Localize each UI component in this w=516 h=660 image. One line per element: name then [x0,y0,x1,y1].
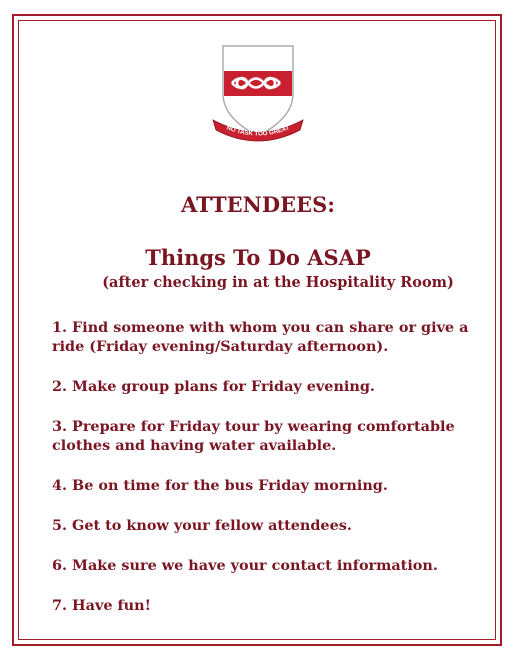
list-item: 2. Make group plans for Friday evening. [52,378,375,395]
page-title: Things To Do ASAP [145,245,371,270]
list-item: 5. Get to know your fellow attendees. [52,517,352,534]
todo-list [52,318,482,636]
list-item: 3. Prepare for Friday tour by wearing comfortable clothes and having water available. [52,418,455,454]
list-item: 6. Make sure we have your contact information. [52,557,438,574]
list-item: 4. Be on time for the bus Friday morning. [52,477,388,494]
list-item: 1. Find someone with whom you can share or give a ride (Friday evening/Saturday afternoon). [52,319,469,355]
list-item: 7. Have fun! [52,597,151,614]
attendees-heading: ATTENDEES: [181,192,335,217]
page-subtitle: (after checking in at the Hospitality Room) [102,274,454,291]
crest-emblem [210,44,306,144]
crest-motto: NO TASK TOO GREAT [225,124,291,138]
